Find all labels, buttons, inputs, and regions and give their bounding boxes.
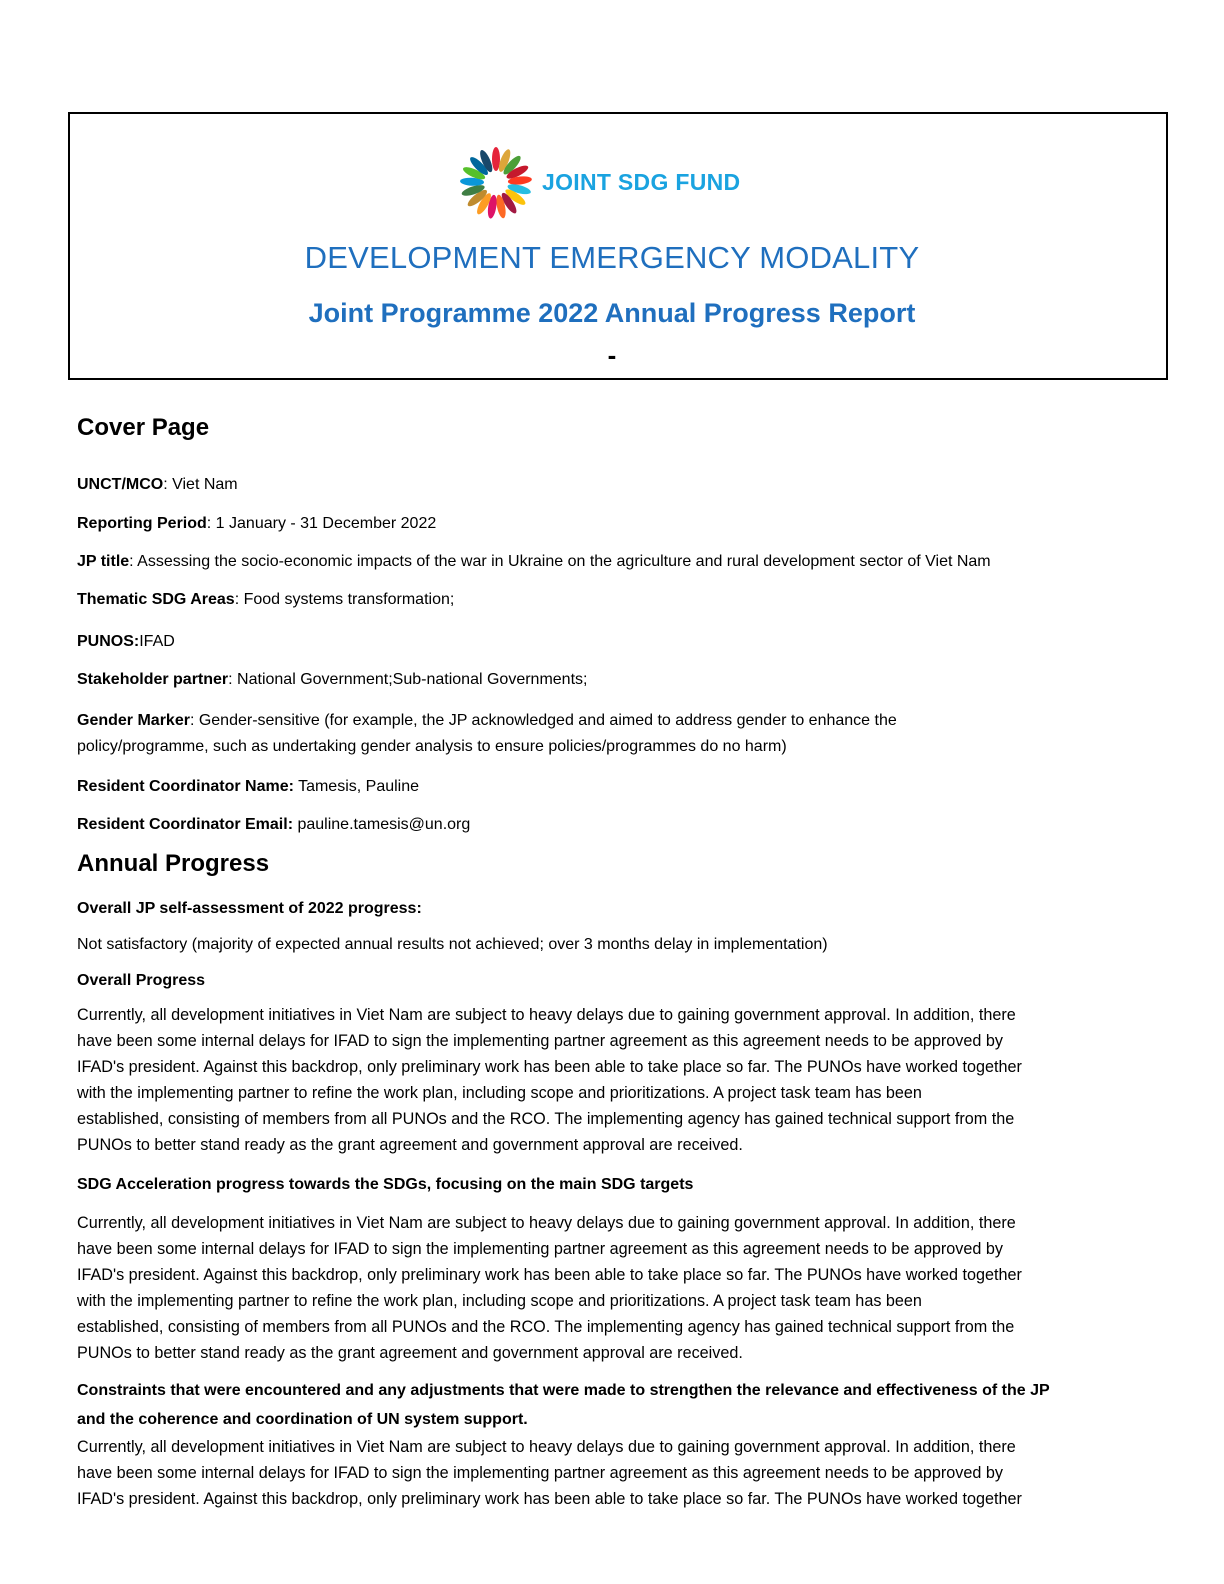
rc-email-field xyxy=(77,812,1147,838)
paragraph-line: PUNOs to better stand ready as the grant agreement and government approval are received. xyxy=(77,1344,743,1362)
paragraph-line: have been some internal delays for IFAD to sign the implementing partner agreement as this agreement needs to be approved by xyxy=(77,1032,1003,1050)
paragraph-line: IFAD's president. Against this backdrop, only preliminary work has been able to take place so far. The PUNOs have worked together xyxy=(77,1058,1022,1076)
unct-label: UNCT/MCO xyxy=(77,476,164,493)
gender-value: : Gender-sensitive (for example, the JP acknowledged and aimed to address gender to enhance the xyxy=(189,712,897,729)
stakeholder-field xyxy=(77,667,1147,693)
annual-progress-heading: Annual Progress xyxy=(77,850,270,877)
self-assessment-label: Overall JP self-assessment of 2022 progress: xyxy=(77,900,422,917)
logo-text: JOINT SDG FUND xyxy=(542,169,741,195)
jp-title-value: : Assessing the socio-economic impacts of the war in Ukraine on the agriculture and rural development sector of Viet Nam xyxy=(129,553,991,570)
cover-page-heading: Cover Page xyxy=(77,414,210,441)
paragraph-line: established, consisting of members from all PUNOs and the RCO. The implementing agency has gained technical support from the xyxy=(77,1110,1015,1128)
stakeholder-label: Stakeholder partner xyxy=(77,671,229,688)
overall-progress-text xyxy=(77,1002,1147,1158)
paragraph-line: established, consisting of members from all PUNOs and the RCO. The implementing agency has gained technical support from the xyxy=(77,1318,1015,1336)
constraints-label xyxy=(77,1376,1147,1434)
thematic-value: : Food systems transformation; xyxy=(234,591,455,608)
paragraph-line: PUNOs to better stand ready as the grant agreement and government approval are received. xyxy=(77,1136,743,1154)
paragraph-line: with the implementing partner to refine the work plan, including scope and prioritizations. A project task team has been xyxy=(77,1084,922,1102)
overall-progress-label: Overall Progress xyxy=(77,972,206,989)
modality-title: DEVELOPMENT EMERGENCY MODALITY xyxy=(304,240,920,275)
report-title: Joint Programme 2022 Annual Progress Report xyxy=(308,298,916,328)
gender-field xyxy=(77,708,1147,760)
gender-value-2: policy/programme, such as undertaking gender analysis to ensure policies/programmes do no harm) xyxy=(77,738,787,755)
paragraph-line: IFAD's president. Against this backdrop, only preliminary work has been able to take place so far. The PUNOs have worked together xyxy=(77,1490,1022,1508)
unct-value: : Viet Nam xyxy=(163,476,238,493)
rc-email-label: Resident Coordinator Email: xyxy=(77,816,294,833)
constraints-text xyxy=(77,1434,1147,1512)
stakeholder-value: : National Government;Sub-national Governments; xyxy=(228,671,588,688)
punos-label: PUNOS: xyxy=(77,633,140,650)
sdg-wheel-icon xyxy=(458,145,538,221)
paragraph-line: IFAD's president. Against this backdrop, only preliminary work has been able to take place so far. The PUNOs have worked together xyxy=(77,1266,1022,1284)
sdg-acceleration-label: SDG Acceleration progress towards the SDGs, focusing on the main SDG targets xyxy=(77,1176,694,1193)
period-label: Reporting Period xyxy=(77,515,207,532)
rc-name-field xyxy=(77,774,1147,800)
rc-name-label: Resident Coordinator Name: xyxy=(77,778,294,795)
gender-label: Gender Marker xyxy=(77,712,190,729)
self-assessment-value: Not satisfactory (majority of expected annual results not achieved; over 3 months delay in implementation) xyxy=(77,936,828,953)
paragraph-line: with the implementing partner to refine the work plan, including scope and prioritizations. A project task team has been xyxy=(77,1292,922,1310)
jp-title-field xyxy=(77,549,1147,575)
rc-name-value: Tamesis, Pauline xyxy=(293,778,420,795)
title-dash: - xyxy=(607,340,617,370)
thematic-label: Thematic SDG Areas xyxy=(77,591,235,608)
joint-sdg-fund-logo xyxy=(458,145,758,221)
document-body xyxy=(77,414,1147,1512)
punos-field xyxy=(77,629,1147,655)
constraints-label-line-1: Constraints that were encountered and any adjustments that were made to strengthen the relevance and effectiveness of the JP xyxy=(77,1382,1050,1399)
constraints-label-line-2: and the coherence and coordination of UN system support. xyxy=(77,1411,528,1428)
punos-value: IFAD xyxy=(139,633,175,650)
rc-email-value: pauline.tamesis@un.org xyxy=(293,816,471,833)
sdg-acceleration-text xyxy=(77,1210,1147,1366)
period-value: : 1 January - 31 December 2022 xyxy=(206,515,437,532)
period-field xyxy=(77,511,1147,537)
thematic-field xyxy=(77,587,1147,613)
paragraph-line: have been some internal delays for IFAD to sign the implementing partner agreement as this agreement needs to be approved by xyxy=(77,1240,1003,1258)
paragraph-line: have been some internal delays for IFAD to sign the implementing partner agreement as this agreement needs to be approved by xyxy=(77,1464,1003,1482)
paragraph-line: Currently, all development initiatives in Viet Nam are subject to heavy delays due to gaining government approval. In addition, there xyxy=(77,1214,1016,1232)
unct-field xyxy=(77,472,1147,498)
paragraph-line: Currently, all development initiatives in Viet Nam are subject to heavy delays due to gaining government approval. In addition, there xyxy=(77,1006,1016,1024)
paragraph-line: Currently, all development initiatives in Viet Nam are subject to heavy delays due to gaining government approval. In addition, there xyxy=(77,1438,1016,1456)
jp-title-label: JP title xyxy=(77,553,130,570)
